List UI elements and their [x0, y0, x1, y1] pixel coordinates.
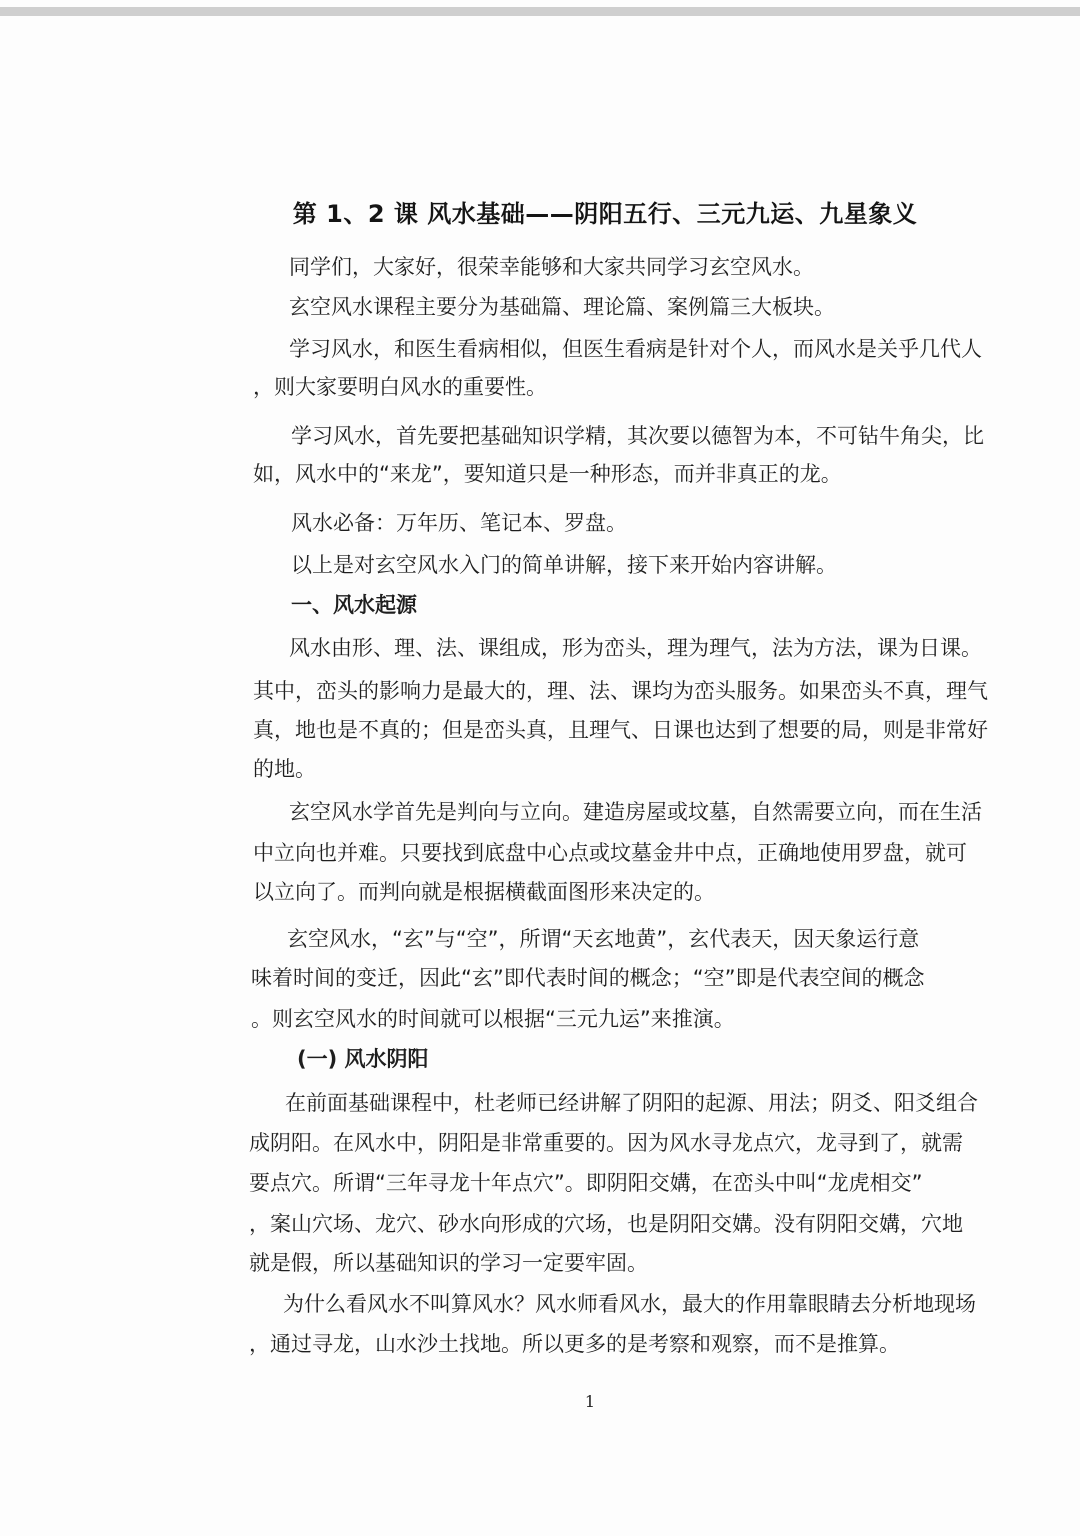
page-number: 1 — [584, 1392, 596, 1411]
paragraph-line: 真，地也是不真的；但是峦头真，且理气、日课也达到了想要的局，则是非常好 — [253, 718, 988, 742]
paragraph-line: 玄空风水，“玄”与“空”，所谓“天玄地黄”，玄代表天，因天象运行意 — [287, 927, 920, 951]
paragraph-line: 玄空风水学首先是判向与立向。建造房屋或坟墓，自然需要立向，而在生活 — [289, 800, 982, 824]
paragraph-line: 学习风水，首先要把基础知识学精，其次要以德智为本，不可钻牛角尖，比 — [291, 424, 984, 448]
lesson-title: 第 1、2 课 风水基础——阴阳五行、三元九运、九星象义 — [292, 200, 918, 228]
paragraph-line: 要点穴。所谓“三年寻龙十年点穴”。即阴阳交媾，在峦头中叫“龙虎相交” — [249, 1171, 923, 1195]
paragraph-line: 学习风水，和医生看病相似，但医生看病是针对个人，而风水是关乎几代人 — [289, 337, 982, 361]
paragraph-line: 为什么看风水不叫算风水？风水师看风水，最大的作用靠眼睛去分析地现场 — [283, 1292, 976, 1316]
paragraph-line: 如，风水中的“来龙”，要知道只是一种形态，而并非真正的龙。 — [253, 462, 842, 486]
paragraph-line: 风水由形、理、法、课组成，形为峦头，理为理气，法为方法，课为日课。 — [289, 636, 982, 660]
paragraph-line: 。则玄空风水的时间就可以根据“三元九运”来推演。 — [251, 1007, 735, 1031]
section-heading: 一、风水起源 — [291, 593, 417, 617]
paragraph-line: ，通过寻龙，山水沙土找地。所以更多的是考察和观察，而不是推算。 — [249, 1332, 900, 1356]
paragraph-line: 在前面基础课程中，杜老师已经讲解了阴阳的起源、用法；阴爻、阳爻组合 — [285, 1091, 978, 1115]
paragraph-line: 的地。 — [253, 757, 316, 781]
paragraph-line: ，则大家要明白风水的重要性。 — [253, 375, 547, 399]
subsection-heading: (一) 风水阴阳 — [297, 1047, 429, 1071]
paragraph-line: 玄空风水课程主要分为基础篇、理论篇、案例篇三大板块。 — [289, 295, 835, 319]
paragraph-line: 同学们，大家好，很荣幸能够和大家共同学习玄空风水。 — [289, 255, 814, 279]
paragraph-line: 风水必备：万年历、笔记本、罗盘。 — [291, 511, 627, 535]
paragraph-line: 中立向也并难。只要找到底盘中心点或坟墓金井中点，正确地使用罗盘，就可 — [253, 841, 967, 865]
paragraph-line: 以上是对玄空风水入门的简单讲解，接下来开始内容讲解。 — [291, 553, 837, 577]
paragraph-line: ，案山穴场、龙穴、砂水向形成的穴场，也是阴阳交媾。没有阴阳交媾，穴地 — [249, 1212, 963, 1236]
paragraph-line: 以立向了。而判向就是根据横截面图形来决定的。 — [253, 880, 715, 904]
paragraph-line: 成阴阳。在风水中，阴阳是非常重要的。因为风水寻龙点穴，龙寻到了，就需 — [249, 1131, 963, 1155]
paragraph-line: 就是假，所以基础知识的学习一定要牢固。 — [249, 1251, 648, 1275]
paragraph-line: 其中，峦头的影响力是最大的，理、法、课均为峦头服务。如果峦头不真，理气 — [253, 679, 988, 703]
paragraph-line: 味着时间的变迁，因此“玄”即代表时间的概念；“空”即是代表空间的概念 — [251, 966, 925, 990]
